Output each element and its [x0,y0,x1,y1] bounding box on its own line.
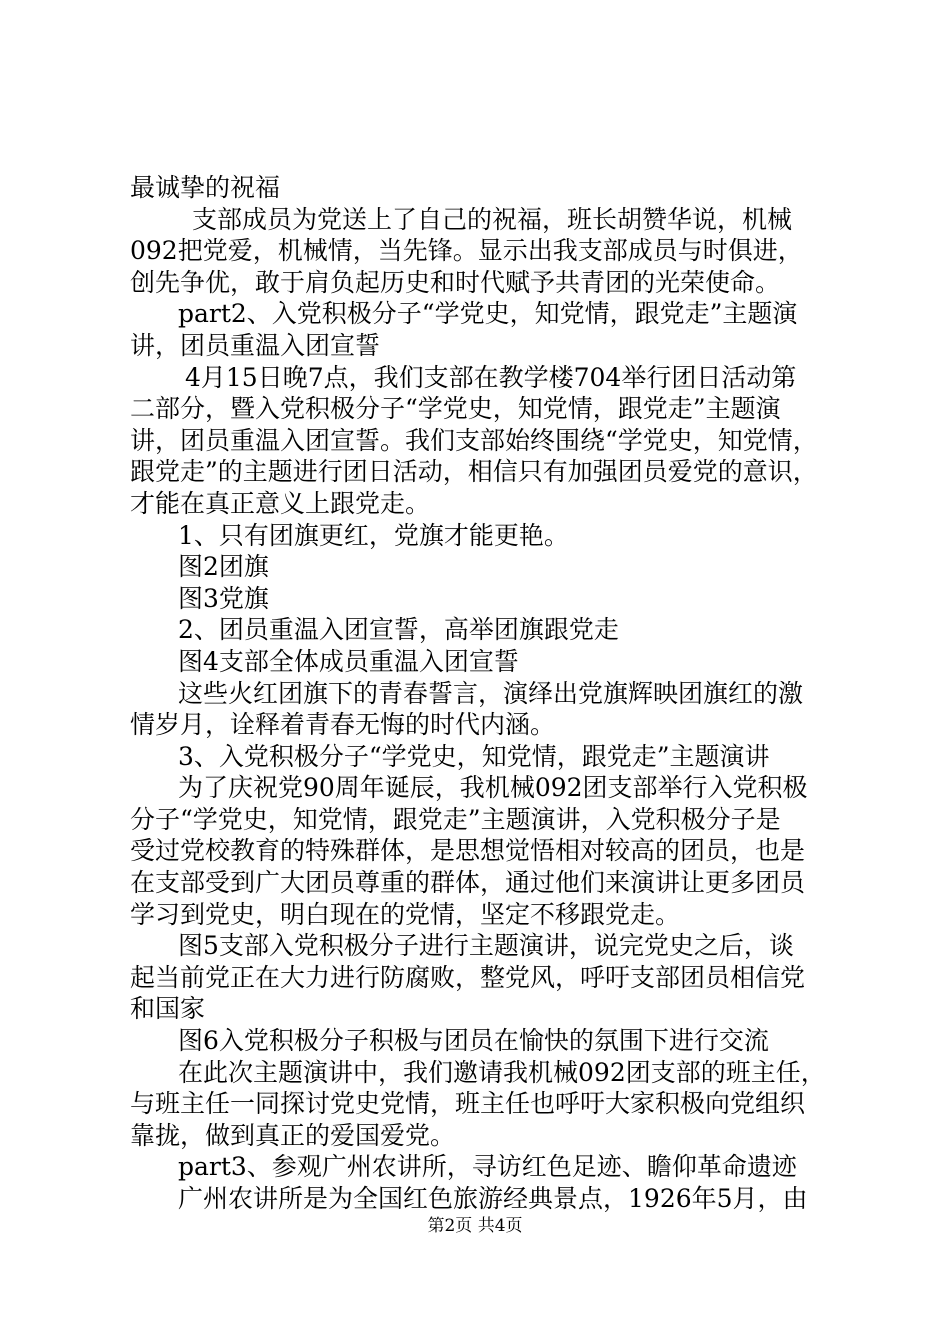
text-line: 3、入党积极分子“学党史，知党情，跟党走”主题演讲 [178,741,770,771]
text-line: 这些火红团旗下的青春誓言，演绎出党旗辉映团旗红的激 [178,678,804,708]
text-line: 与班主任一同探讨党史党情，班主任也呼吁大家积极向党组织 [130,1089,806,1119]
text-line: 在支部受到广大团员尊重的群体，通过他们来演讲让更多团员 [130,868,806,898]
text-line: 092把党爱，机械情，当先锋。显示出我支部成员与时俱进， [130,236,803,266]
text-line: 和国家 [130,994,206,1024]
page-footer: 第2页 共4页 [427,1216,523,1236]
text-line: 图4支部全体成员重温入团宣誓 [178,646,519,676]
text-line: 2、团员重温入团宣誓，高举团旗跟党走 [178,615,619,645]
text-line: 4月15日晚7点，我们支部在教学楼704举行团日活动第 [185,362,797,392]
document-body [130,172,842,1215]
text-line: 学习到党史，明白现在的党情，坚定不移跟党走。 [130,899,681,929]
text-line: 图6入党积极分子积极与团员在愉快的氛围下进行交流 [178,1026,769,1056]
text-line: 受过党校教育的特殊群体，是思想觉悟相对较高的团员，也是 [130,836,806,866]
text-line: 图2团旗 [178,552,269,582]
text-line: 广州农讲所是为全国红色旅游经典景点，1926年5月，由 [178,1184,808,1213]
text-line: 情岁月，诠释着青春无悔的时代内涵。 [130,710,556,740]
text-line: 最诚挚的祝福 [130,173,281,202]
text-line: 分子“学党史，知党情，跟党走”主题演讲，入党积极分子是 [130,804,781,834]
text-line: 跟党走”的主题进行团日活动，相信只有加强团员爱党的意识， [130,457,818,487]
text-line: 靠拢，做到真正的爱国爱党。 [130,1120,456,1150]
text-line: part2、入党积极分子“学党史，知党情，跟党走”主题演 [178,299,798,329]
text-line: 才能在真正意义上跟党走。 [130,488,431,518]
text-line: 1、只有团旗更红，党旗才能更艳。 [178,520,569,550]
text-line: 图3党旗 [178,583,269,613]
text-line: 讲，团员重温入团宣誓 [130,330,381,360]
text-line: 讲，团员重温入团宣誓。我们支部始终围绕“学党史，知党情， [130,425,818,455]
text-line: 在此次主题演讲中，我们邀请我机械092团支部的班主任， [178,1057,826,1087]
text-line: 二部分，暨入党积极分子“学党史，知党情，跟党走”主题演 [130,394,781,424]
text-line: 创先争优，敢于肩负起历史和时代赋予共青团的光荣使命。 [130,267,781,297]
text-line: part3、参观广州农讲所，寻访红色足迹、瞻仰革命遗迹 [178,1152,797,1182]
text-line: 起当前党正在大力进行防腐败，整党风，呼吁支部团员相信党 [130,962,806,992]
text-line: 支部成员为党送上了自己的祝福，班长胡赞华说，机械 [192,204,793,234]
text-line: 图5支部入党积极分子进行主题演讲，说完党史之后，谈 [178,931,794,961]
text-line: 为了庆祝党90周年诞辰，我机械092团支部举行入党积极 [178,773,808,803]
